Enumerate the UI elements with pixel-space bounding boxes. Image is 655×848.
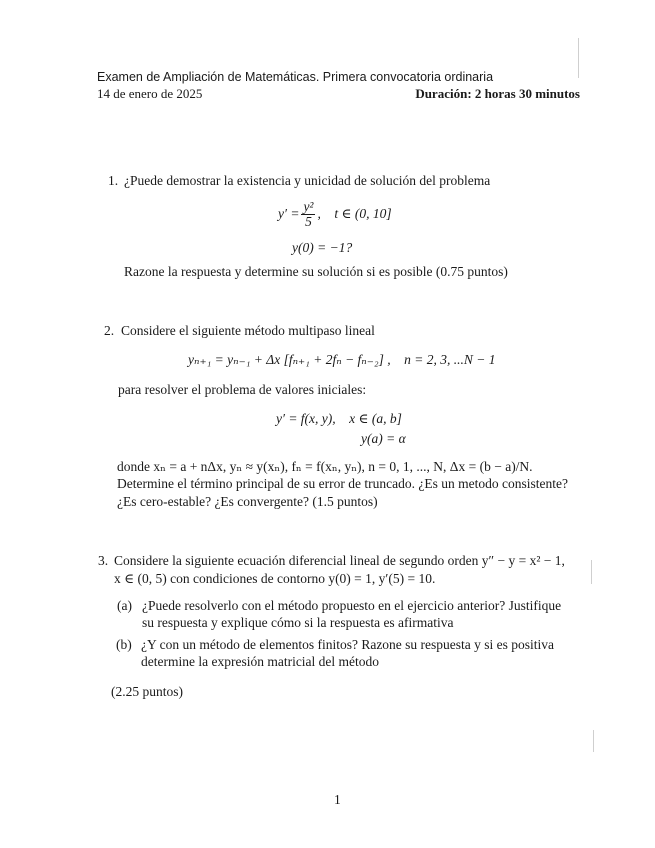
- q2-task2: ¿Es cero-estable? ¿Es convergente? (1.5 puntos): [117, 494, 378, 509]
- q3-points: (2.25 puntos): [111, 684, 183, 699]
- q1-equation: [278, 196, 392, 232]
- q2-where: donde xₙ = a + nΔx, yₙ ≈ y(xₙ), fₙ = f(xₙ, yₙ), n = 0, 1, ..., N, Δx = (b − a)/N.: [117, 459, 533, 474]
- q1-intro: ¿Puede demostrar la existencia y unicidad de solución del problema: [124, 173, 491, 188]
- q2-intro: Considere el siguiente método multipaso lineal: [121, 323, 375, 338]
- exam-date: 14 de enero de 2025: [97, 86, 203, 101]
- q3-intro1: Considere la siguiente ecuación diferencial lineal de segundo orden y″ − y = x² − 1,: [114, 553, 565, 568]
- q3-intro2: x ∈ (0, 5) con condiciones de contorno y(0) = 1, y′(5) = 10.: [114, 571, 436, 586]
- q1-initial-condition: y(0) = −1?: [292, 240, 353, 255]
- q3a-label: (a): [117, 598, 132, 613]
- q2-ivp-condition: y(a) = α: [361, 431, 406, 446]
- q3a-line1: ¿Puede resolverlo con el método propuesto en el ejercicio anterior? Justifique: [142, 598, 562, 613]
- q1-number: 1.: [108, 173, 119, 188]
- q3b-line1: ¿Y con un método de elementos finitos? Razone su respuesta y si es positiva: [141, 637, 555, 652]
- page-number: 1: [334, 792, 341, 807]
- q3b-label: (b): [116, 637, 132, 652]
- q3a-line2: su respuesta y explique cómo si la respuesta es afirmativa: [142, 615, 454, 630]
- q2-task1: Determine el término principal de su error de truncado. ¿Es un metodo consistente?: [117, 476, 568, 491]
- scan-artifact-line: [578, 38, 579, 78]
- q2-number: 2.: [104, 323, 115, 338]
- q3-number: 3.: [98, 553, 109, 568]
- scan-artifact-line: [591, 560, 592, 584]
- q1-eq-fraction: [301, 200, 315, 229]
- q1-eq-lhs: y′ =: [278, 206, 300, 221]
- q1-eq-domain: , t ∈ (0, 10]: [317, 206, 392, 221]
- q2-ivp-equation: y′ = f(x, y), x ∈ (a, b]: [276, 411, 402, 426]
- scan-artifact-line: [593, 730, 594, 752]
- exam-title: Examen de Ampliación de Matemáticas. Primera convocatoria ordinaria: [97, 70, 494, 84]
- q1-eq-denominator: 5: [305, 213, 312, 229]
- q3b-line2: determine la expresión matricial del método: [141, 654, 380, 669]
- q1-eq-numerator: y²: [303, 198, 314, 214]
- q2-purpose: para resolver el problema de valores iniciales:: [118, 382, 367, 397]
- q2-scheme: yₙ₊₁ = yₙ₋₁ + Δx [fₙ₊₁ + 2fₙ − fₙ₋₂] , n = 2, 3, ...N − 1: [188, 352, 496, 367]
- q1-closing: Razone la respuesta y determine su solución si es posible (0.75 puntos): [124, 264, 508, 279]
- exam-duration: Duración: 2 horas 30 minutos: [415, 86, 580, 101]
